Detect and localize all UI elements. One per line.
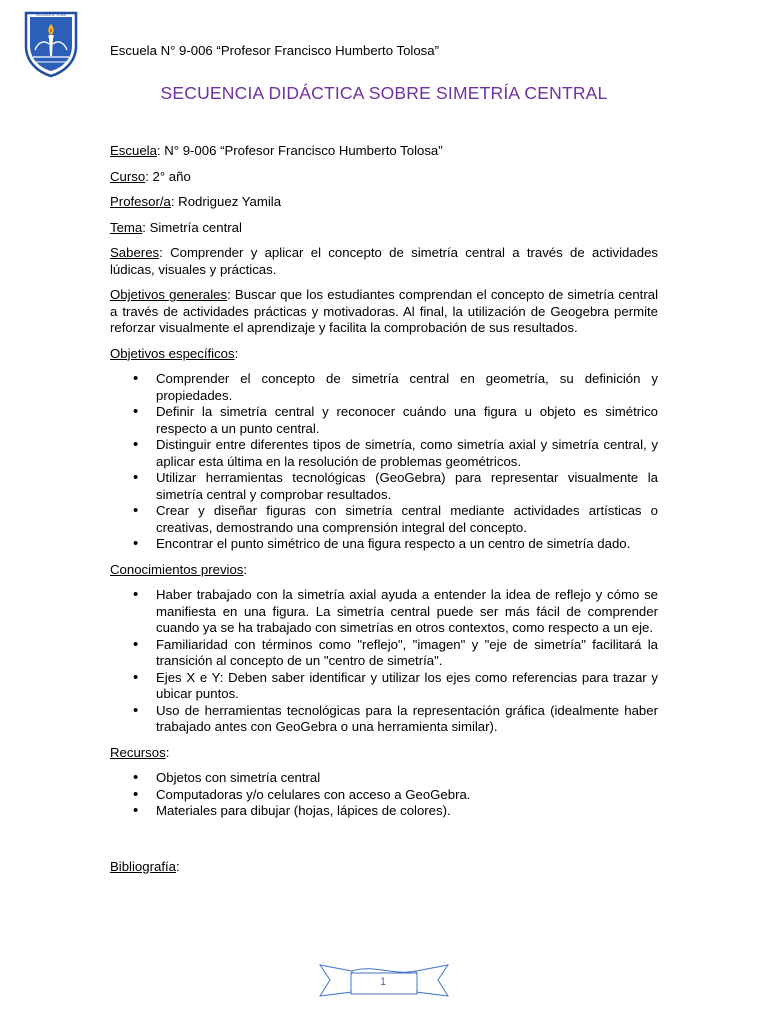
section-conocimientos-previos-heading — [110, 562, 658, 579]
conocimientos-previos-list — [110, 587, 658, 736]
field-saberes — [110, 245, 658, 278]
school-logo — [22, 10, 80, 78]
section-suffix: : — [234, 345, 239, 361]
list-item: • Distinguir entre diferentes tipos de simetría, como simetría axial y simetría central, y aplicar esta última en la resolución de problemas geométricos. — [156, 437, 658, 470]
document-title: SECUENCIA DIDÁCTICA SOBRE SIMETRÍA CENTRAL — [160, 83, 608, 103]
list-item: • Haber trabajado con la simetría axial ayuda a entender la idea de reflejo y cómo se manifiesta en una figura. La simetría central puede ser más fácil de comprender cuando ya se ha trabajado con simetrías en otros contextos, como respecto a un eje. — [156, 587, 658, 637]
list-item: • Familiaridad con términos como "reflejo", "imagen" y "eje de simetría" facilitará la transición al concepto de un "centro de simetría". — [156, 637, 658, 670]
field-profesor-value: : Rodriguez Yamila — [170, 194, 282, 209]
objetivos-especificos-list — [110, 371, 658, 553]
section-suffix: : — [165, 744, 170, 760]
field-curso — [110, 169, 658, 186]
section-label: Recursos — [110, 744, 166, 760]
list-item: • Objetos con simetría central — [156, 770, 658, 787]
recursos-list — [110, 770, 658, 820]
section-label: Bibliografía — [110, 858, 176, 874]
field-profesor — [110, 194, 658, 211]
field-objetivos-generales — [110, 287, 658, 337]
section-label: Conocimientos previos — [110, 561, 244, 577]
section-suffix: : — [243, 561, 248, 577]
list-item: • Computadoras y/o celulares con acceso a GeoGebra. — [156, 787, 658, 804]
field-profesor-label: Profesor/a — [110, 194, 171, 209]
list-item: • Uso de herramientas tecnológicas para la representación gráfica (idealmente haber trabajado antes con GeoGebra o una herramienta similar). — [156, 703, 658, 736]
section-objetivos-especificos-heading — [110, 346, 658, 363]
list-item: • Utilizar herramientas tecnológicas (GeoGebra) para representar visualmente la simetría central y comprobar resultados. — [156, 470, 658, 503]
field-escuela — [110, 143, 658, 160]
field-saberes-value: : Comprender y aplicar el concepto de simetría central a través de actividades lúdicas, visuales y prácticas. — [110, 245, 658, 277]
page-number: 1 — [379, 976, 387, 988]
section-bibliografia-heading — [110, 859, 658, 876]
field-curso-value: : 2° año — [145, 168, 191, 184]
list-item: • Comprender el concepto de simetría central en geometría, su definición y propiedades. — [156, 371, 658, 404]
section-label: Objetivos específicos — [110, 345, 235, 361]
field-tema-value: : Simetría central — [142, 219, 242, 235]
logo-text: ESCUELA N° 9-006 — [36, 13, 66, 18]
field-saberes-label: Saberes — [110, 245, 160, 260]
list-item: • Materiales para dibujar (hojas, lápices de colores). — [156, 803, 658, 820]
list-item: • Ejes X e Y: Deben saber identificar y utilizar los ejes como referencias para trazar y ubicar puntos. — [156, 670, 658, 703]
document-body — [110, 143, 658, 884]
field-escuela-value: : N° 9-006 “Profesor Francisco Humberto Tolosa” — [156, 143, 443, 158]
field-tema — [110, 220, 658, 237]
section-suffix: : — [175, 858, 180, 874]
list-item: • Crear y diseñar figuras con simetría central mediante actividades artísticas o creativas, demostrando una comprensión integral del concepto. — [156, 503, 658, 536]
list-item: • Encontrar el punto simétrico de una figura respecto a un centro de simetría dado. — [156, 536, 658, 553]
section-recursos-heading — [110, 745, 658, 762]
header-school-line: Escuela N° 9-006 “Profesor Francisco Humberto Tolosa” — [110, 43, 439, 58]
field-objetivos-generales-value: : Buscar que los estudiantes comprendan el concepto de simetría central a través de actividades prácticas y motivadoras. Al final, la utilización de Geogebra permite reforzar visualmente el aprendizaje y facilita la comprobación de sus resultados. — [110, 287, 658, 335]
list-item: • Definir la simetría central y reconocer cuándo una figura u objeto es simétrico respecto a un punto central. — [156, 404, 658, 437]
field-escuela-label: Escuela — [110, 143, 157, 158]
field-curso-label: Curso — [110, 168, 146, 184]
field-objetivos-generales-label: Objetivos generales — [110, 287, 228, 302]
field-tema-label: Tema — [110, 219, 143, 235]
